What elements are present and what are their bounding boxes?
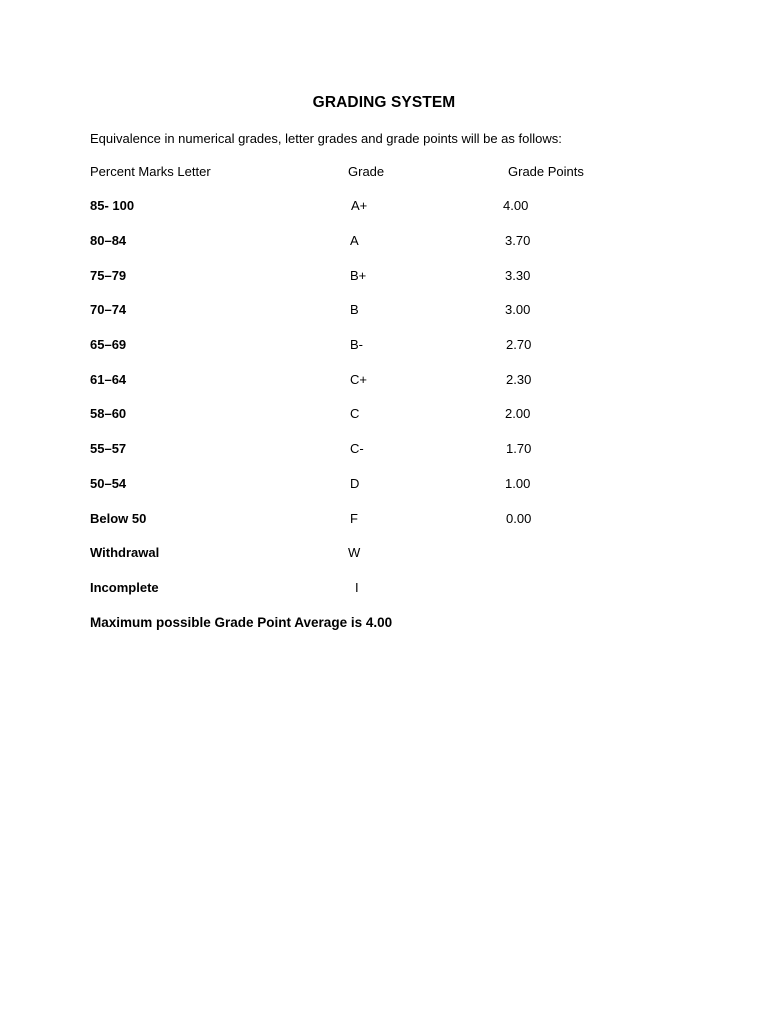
row-grade: B+ xyxy=(350,268,367,283)
row-grade: W xyxy=(348,545,361,560)
row-points: 1.00 xyxy=(505,476,531,491)
row-points: 0.00 xyxy=(506,511,532,526)
row-grade: B xyxy=(350,302,359,317)
row-marks: Below 50 xyxy=(90,511,147,526)
table-row xyxy=(0,198,768,218)
row-points: 3.30 xyxy=(505,268,531,283)
row-marks: 75–79 xyxy=(90,268,127,283)
row-marks: 70–74 xyxy=(90,302,127,317)
row-grade: B- xyxy=(350,337,363,352)
row-points: 1.70 xyxy=(506,441,532,456)
table-header xyxy=(0,164,768,184)
row-marks: 85- 100 xyxy=(90,198,135,213)
row-marks: 58–60 xyxy=(90,406,127,421)
row-grade: A+ xyxy=(351,198,368,213)
row-grade: A xyxy=(350,233,359,248)
row-marks: 55–57 xyxy=(90,441,127,456)
header-grade: Grade xyxy=(348,164,385,179)
table-row xyxy=(0,406,768,426)
row-marks: 50–54 xyxy=(90,476,127,491)
row-marks: 65–69 xyxy=(90,337,127,352)
row-points: 2.30 xyxy=(506,372,532,387)
row-grade: C+ xyxy=(350,372,367,387)
table-row xyxy=(0,337,768,357)
row-marks: Withdrawal xyxy=(90,545,160,560)
row-grade: I xyxy=(355,580,359,595)
table-row xyxy=(0,233,768,253)
table-row xyxy=(0,545,768,565)
row-grade: D xyxy=(350,476,360,491)
row-points: 3.70 xyxy=(505,233,531,248)
header-percent-marks: Percent Marks Letter xyxy=(90,164,211,179)
row-grade: C xyxy=(350,406,360,421)
table-row xyxy=(0,511,768,531)
header-grade-points: Grade Points xyxy=(508,164,584,179)
intro-text: Equivalence in numerical grades, letter grades and grade points will be as follows: xyxy=(90,131,562,146)
row-grade: C- xyxy=(350,441,364,456)
table-row xyxy=(0,580,768,600)
table-row xyxy=(0,268,768,288)
row-points: 4.00 xyxy=(503,198,529,213)
table-row xyxy=(0,441,768,461)
table-row xyxy=(0,302,768,322)
row-grade: F xyxy=(350,511,358,526)
max-gpa-note: Maximum possible Grade Point Average is 4.00 xyxy=(90,615,393,630)
page-title: GRADING SYSTEM xyxy=(312,94,456,111)
row-marks: Incomplete xyxy=(90,580,159,595)
table-row xyxy=(0,476,768,496)
row-points: 2.70 xyxy=(506,337,532,352)
table-row xyxy=(0,372,768,392)
row-points: 3.00 xyxy=(505,302,531,317)
row-points: 2.00 xyxy=(505,406,531,421)
row-marks: 61–64 xyxy=(90,372,127,387)
row-marks: 80–84 xyxy=(90,233,127,248)
